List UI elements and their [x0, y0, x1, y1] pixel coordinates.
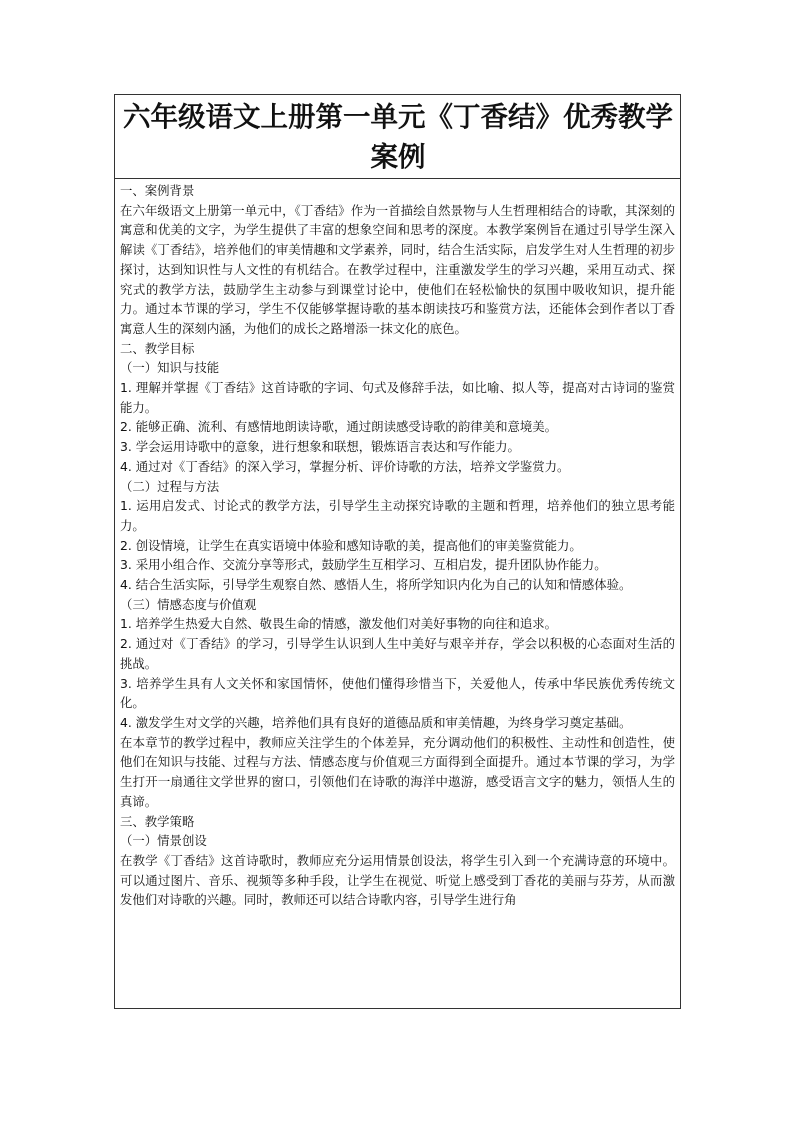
process-item: 3. 采用小组合作、交流分享等形式，鼓励学生互相学习、互相启发，提升团队协作能力。	[120, 557, 607, 573]
subheading-process: （二）过程与方法	[120, 478, 220, 494]
knowledge-item: 4. 通过对《丁香结》的深入学习，掌握分析、评价诗歌的方法，培养文学鉴赏力。	[120, 458, 570, 474]
subheading-emotion: （三）情感态度与价值观	[120, 596, 257, 612]
document-table	[114, 94, 681, 1009]
section-heading-background: 一、案例背景	[120, 183, 195, 198]
emotion-item: 1. 培养学生热爱大自然、敬畏生命的情感，激发他们对美好事物的向往和追求。	[120, 616, 558, 632]
knowledge-item: 2. 能够正确、流利、有感情地朗读诗歌，通过朗读感受诗歌的韵律美和意境美。	[120, 419, 558, 435]
scene-paragraph: 在教学《丁香结》这首诗歌时，教师应充分运用情景创设法，将学生引入到一个充满诗意的环境中。可以通过图片、音乐、视频等多种手段，让学生在视觉、听觉上感受到丁香花的美丽与芬芳，从而激发他们对诗歌的兴趣。同时，教师还可以结合诗歌内容，引导学生进行角	[120, 852, 675, 908]
process-item: 1. 运用启发式、讨论式的教学方法，引导学生主动探究诗歌的主题和哲理，培养他们的独立思考能力。	[120, 498, 675, 533]
document-title: 六年级语文上册第一单元《丁香结》优秀教学案例	[123, 101, 673, 173]
process-item: 2. 创设情境，让学生在真实语境中体验和感知诗歌的美，提高他们的审美鉴赏能力。	[120, 537, 582, 553]
emotion-item: 2. 通过对《丁香结》的学习，引导学生认识到人生中美好与艰辛并存，学会以积极的心态面对生活的挑战。	[120, 636, 675, 671]
title-cell	[115, 95, 680, 179]
process-item: 4. 结合生活实际，引导学生观察自然、感悟人生，将所学知识内化为自己的认知和情感体验。	[120, 577, 632, 593]
background-paragraph: 在六年级语文上册第一单元中，《丁香结》作为一首描绘自然景物与人生哲理相结合的诗歌，其深刻的寓意和优美的文字，为学生提供了丰富的想象空间和思考的深度。本教学案例旨在通过引导学生深入解读《丁香结》，培养他们的审美情趣和文学素养，同时，结合生活实际，启发学生对人生哲理的初步探讨，达到知识性与人文性的有机结合。在教学过程中，注重激发学生的学习兴趣，采用互动式、探究式的教学方法，鼓励学生主动参与到课堂讨论中，使他们在轻松愉快的氛围中吸收知识，提升能力。通过本节课的学习，学生不仅能够掌握诗歌的基本朗读技巧和鉴赏方法，还能体会到作者以丁香寓意人生的深刻内涵，为他们的成长之路增添一抹文化的底色。	[120, 202, 675, 336]
subheading-scene: （一）情景创设	[120, 833, 207, 849]
knowledge-item: 1. 理解并掌握《丁香结》这首诗歌的字词、句式及修辞手法，如比喻、拟人等，提高对古诗词的鉴赏能力。	[120, 380, 675, 415]
section-heading-goals: 二、教学目标	[120, 340, 195, 356]
subheading-knowledge: （一）知识与技能	[120, 360, 220, 376]
summary-paragraph: 在本章节的教学过程中，教师应关注学生的个体差异，充分调动他们的积极性、主动性和创造性，使他们在知识与技能、过程与方法、情感态度与价值观三方面得到全面提升。通过本节课的学习，为学生打开一扇通往文学世界的窗口，引领他们在诗歌的海洋中遨游，感受语言文字的魅力，领悟人生的真谛。	[120, 734, 675, 809]
emotion-item: 4. 激发学生对文学的兴趣，培养他们具有良好的道德品质和审美情趣，为终身学习奠定基础。	[120, 714, 632, 730]
emotion-item: 3. 培养学生具有人文关怀和家国情怀，使他们懂得珍惜当下，关爱他人，传承中华民族优秀传统文化。	[120, 675, 675, 711]
content-cell	[115, 179, 680, 910]
knowledge-item: 3. 学会运用诗歌中的意象，进行想象和联想，锻炼语言表达和写作能力。	[120, 439, 520, 455]
section-heading-strategy: 三、教学策略	[120, 813, 195, 829]
